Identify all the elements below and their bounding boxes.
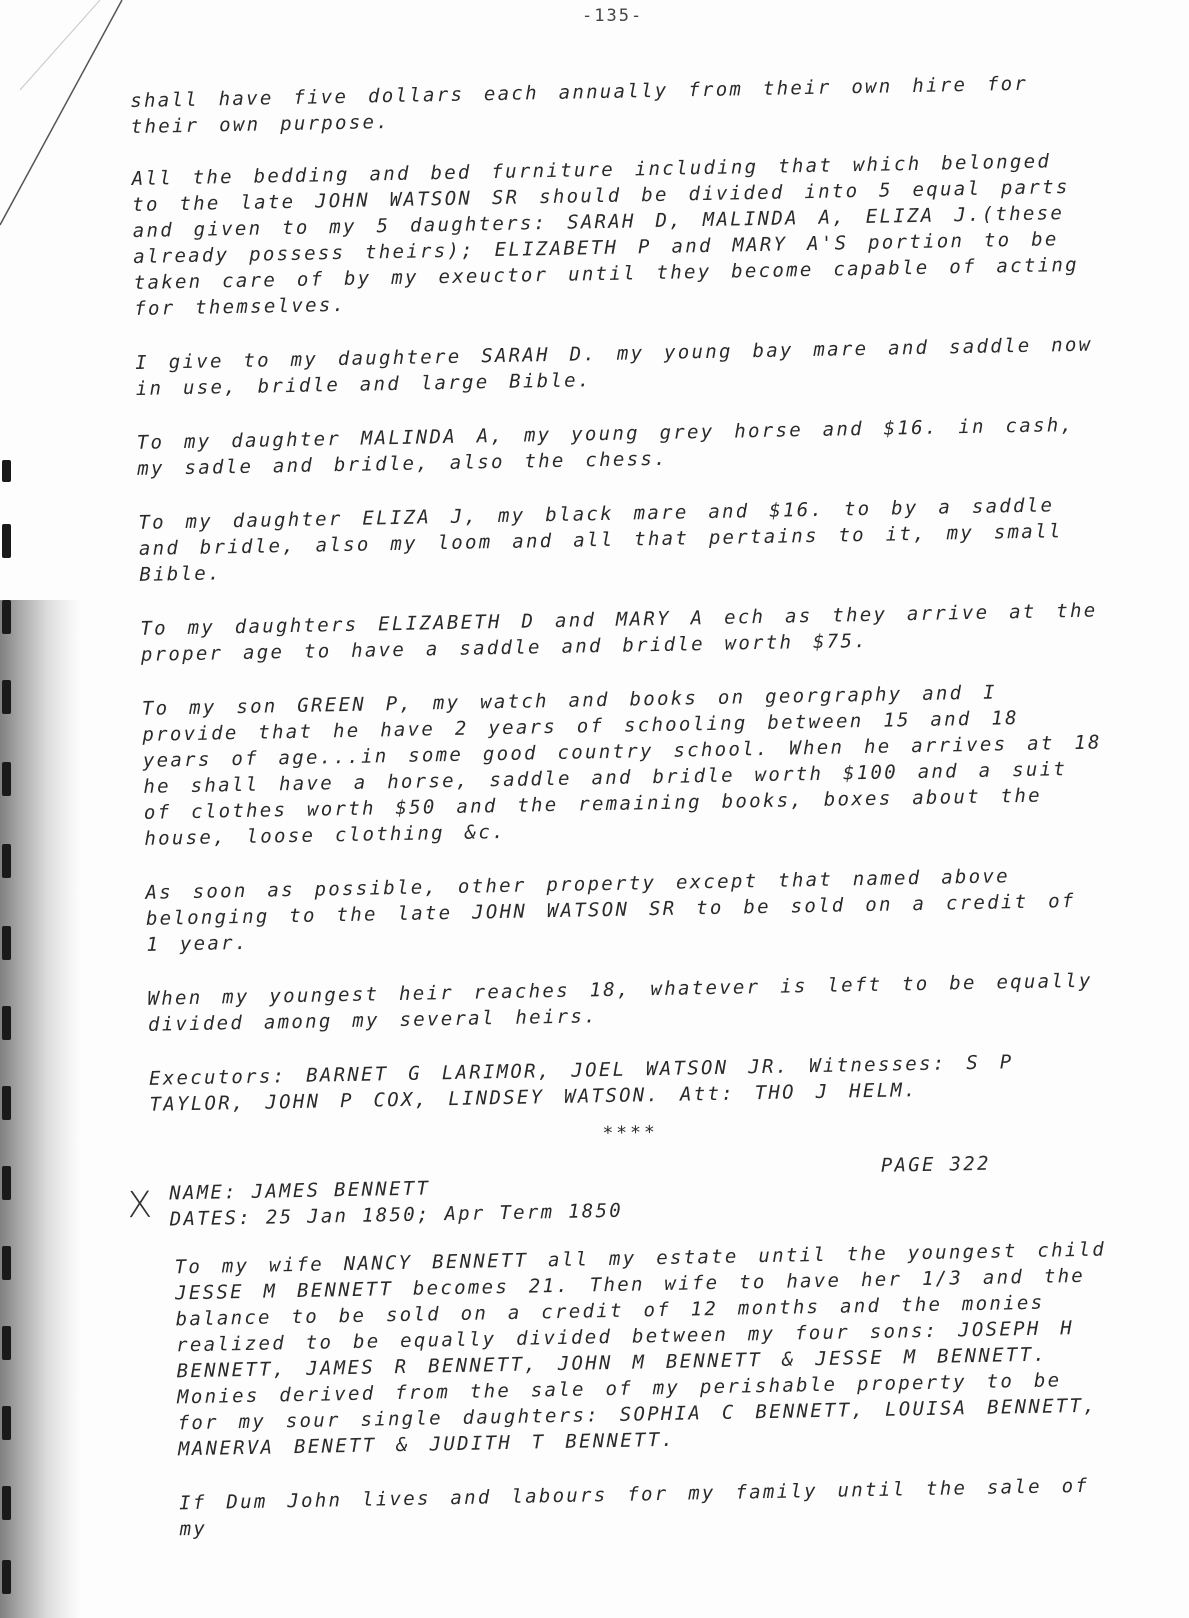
paragraph: To my daughter ELIZA J, my black mare and $16. to by a saddle and bridle, also my loom and all that pertains to it, my small Bible. xyxy=(138,494,1063,586)
binding-hole xyxy=(2,1166,11,1200)
entry-name: NAME: JAMES BENNETT xyxy=(169,1177,431,1205)
binding-hole xyxy=(2,600,11,634)
binding-hole xyxy=(2,926,11,960)
paragraph: When my youngest heir reaches 18, whatever is left to be equally divided among my several heirs. xyxy=(147,969,1093,1036)
binding-hole xyxy=(2,1560,11,1594)
document-body xyxy=(127,70,1118,1571)
paragraph: I give to my daughtere SARAH D. my young bay mare and saddle now in use, bridle and large Bible. xyxy=(135,333,1093,400)
paragraph: To my daughters ELIZABETH D and MARY A ech as they arrive at the proper age to have a saddle and bridle worth $75. xyxy=(140,599,1098,666)
page-number: -135- xyxy=(582,6,644,26)
binding-hole xyxy=(2,680,11,714)
binding-holes xyxy=(0,440,24,1618)
binding-hole xyxy=(2,1406,11,1440)
entry-paragraph: If Dum John lives and labours for my family until the sale of my xyxy=(178,1474,1090,1541)
handwritten-x-mark: X xyxy=(127,1184,153,1227)
binding-hole xyxy=(2,1326,11,1360)
entry-dates: DATES: 25 Jan 1850; Apr Term 1850 xyxy=(169,1199,624,1231)
section-separator: **** xyxy=(602,1122,659,1145)
binding-hole xyxy=(2,460,11,482)
binding-hole xyxy=(2,1486,11,1520)
binding-hole xyxy=(2,1246,11,1280)
binding-hole xyxy=(2,762,11,796)
paragraph: Executors: BARNET G LARIMOR, JOEL WATSON JR. Witnesses: S P TAYLOR, JOHN P COX, LINDSEY WATSON. Att: THO J HELM. xyxy=(148,1051,1014,1116)
paragraph: As soon as possible, other property except that named above belonging to the late JOHN WATSON SR to be sold on a credit of 1 year. xyxy=(145,865,1076,956)
binding-hole xyxy=(2,1006,11,1040)
entry-page-ref: PAGE 322 xyxy=(880,1152,991,1177)
binding-hole xyxy=(2,844,11,878)
paragraph: To my son GREEN P, my watch and books on georgraphy and I provide that he have 2 years of schooling between 15 and 18 years of age...in some good country school. When he arrives at 18 he shall have a horse, saddle and bridle worth $100 and a suit of clothes worth $50 and the remaining books, boxes about the house, loose clothing &c. xyxy=(141,681,1103,850)
paragraph: All the bedding and bed furniture including that which belonged to the late JOHN WATSON SR should be divided into 5 equal parts and given to my 5 daughters: SARAH D, MALINDA A, ELIZA J.(these already possess theirs); ELIZABETH P and MARY A'S portion to be taken care of by my exeuctor until they become capable of acting for themselves. xyxy=(131,150,1080,320)
entry-header xyxy=(127,1150,1112,1231)
paragraph: shall have five dollars each annually from their own hire for their own purpose. xyxy=(130,72,1029,138)
binding-hole xyxy=(2,524,11,558)
binding-hole xyxy=(2,1086,11,1120)
paragraph: To my daughter MALINDA A, my young grey horse and $16. in cash, my sadle and bridle, also the chess. xyxy=(136,413,1075,480)
entry-paragraph: To my wife NANCY BENNETT all my estate until the youngest child JESSE M BENNETT becomes 21. Then wife to have her 1/3 and the balance to be sold on a credit of 12 months and the monies realized to be equally divided between my four sons: JOSEPH H BENNETT, JAMES R BENNETT, JOHN M BENNETT & JESSE M BENNETT. Monies derived from the sale of my perishable property to be for my sour single daughters: SOPHIA C BENNETT, LOUISA BENNETT, MANERVA BENETT & JUDITH T BENNETT. xyxy=(174,1238,1107,1461)
